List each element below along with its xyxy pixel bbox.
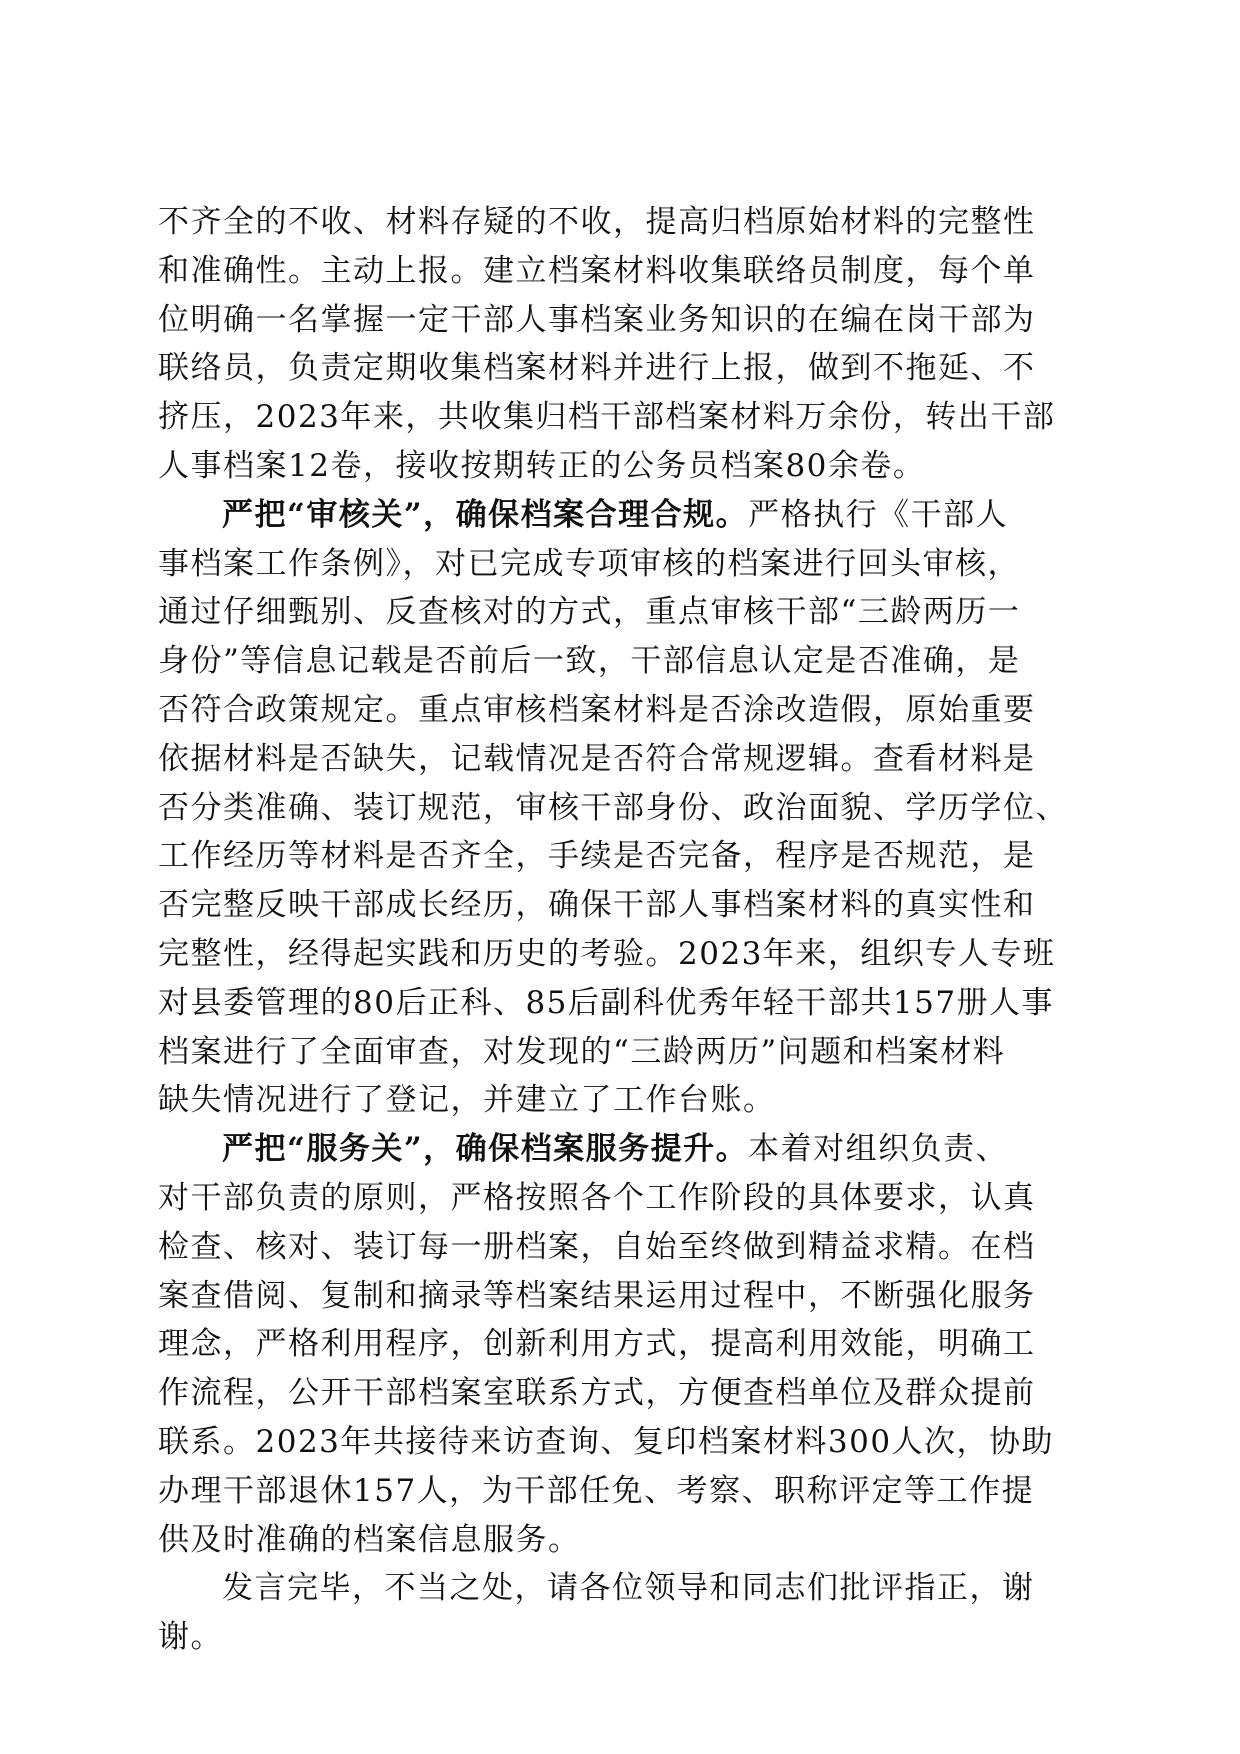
text-line: 挤压，2023年来，共收集归档干部档案材料万余份，转出干部 <box>158 399 1056 436</box>
section-heading-audit: 严把“审核关”，确保档案合理合规。 <box>222 496 749 533</box>
document-page <box>158 198 1080 1662</box>
text-line: 检查、核对、装订每一册档案，自始至终做到精益求精。在档 <box>158 1228 1036 1265</box>
text-line <box>158 491 1080 540</box>
text-line: 缺失情况进行了登记，并建立了工作台账。 <box>158 1082 776 1119</box>
text-line: 对县委管理的80后正科、85后副科优秀年轻干部共157册人事 <box>158 984 1055 1021</box>
paragraph-closing <box>158 1564 1080 1662</box>
text-line: 完整性，经得起实践和历史的考验。2023年来，组织专人专班 <box>158 935 1056 972</box>
text-line <box>158 1125 1080 1174</box>
text-line: 依据材料是否缺失，记载情况是否符合常规逻辑。查看材料是 <box>158 740 1036 777</box>
text-line: 人事档案12卷，接收按期转正的公务员档案80余卷。 <box>158 447 926 484</box>
text-line: 理念，严格利用程序，创新利用方式，提高利用效能，明确工 <box>158 1326 1036 1363</box>
text-run: 本着对组织负责、 <box>748 1131 1009 1168</box>
text-line: 通过仔细甄别、反查核对的方式，重点审核干部“三龄两历一 <box>158 594 1021 631</box>
text-line: 供及时准确的档案信息服务。 <box>158 1521 581 1558</box>
text-line: 联络员，负责定期收集档案材料并进行上报，做到不拖延、不 <box>158 350 1036 387</box>
text-line: 不齐全的不收、材料存疑的不收，提高归档原始材料的完整性 <box>158 204 1036 240</box>
text-line: 身份”等信息记载是否前后一致，干部信息认定是否准确，是 <box>158 643 1021 680</box>
text-run: 严格执行《干部人 <box>748 496 1009 533</box>
text-line: 事档案工作条例》，对已完成专项审核的档案进行回头审核， <box>158 545 1020 582</box>
text-line: 档案进行了全面审查，对发现的“三龄两历”问题和档案材料 <box>158 1033 1006 1070</box>
text-line: 否完整反映干部成长经历，确保干部人事档案材料的真实性和 <box>158 887 1036 924</box>
paragraph-audit <box>158 491 1080 1125</box>
text-line: 办理干部退休157人，为干部任免、考察、职称评定等工作提 <box>158 1472 1035 1509</box>
text-line: 案查借阅、复制和摘录等档案结果运用过程中，不断强化服务 <box>158 1277 1036 1314</box>
text-line: 工作经历等材料是否齐全，手续是否完备，程序是否规范，是 <box>158 838 1036 875</box>
text-line: 联系。2023年共接待来访查询、复印档案材料300人次，协助 <box>158 1423 1055 1460</box>
text-line: 发言完毕，不当之处，请各位领导和同志们批评指正，谢 <box>222 1570 1035 1607</box>
paragraph-archive-collection <box>158 198 1080 491</box>
text-line: 否符合政策规定。重点审核档案材料是否涂改造假，原始重要 <box>158 691 1036 728</box>
text-line: 位明确一名掌握一定干部人事档案业务知识的在编在岗干部为 <box>158 301 1036 338</box>
section-heading-service: 严把“服务关”，确保档案服务提升。 <box>222 1131 749 1168</box>
text-line: 谢。 <box>158 1619 223 1656</box>
text-line: 否分类准确、装订规范，审核干部身份、政治面貌、学历学位、 <box>158 789 1068 826</box>
text-line: 作流程，公开干部档案室联系方式，方便查档单位及群众提前 <box>158 1375 1036 1412</box>
text-line: 和准确性。主动上报。建立档案材料收集联络员制度，每个单 <box>158 252 1036 289</box>
paragraph-service <box>158 1125 1080 1564</box>
text-line: 对干部负责的原则，严格按照各个工作阶段的具体要求，认真 <box>158 1179 1036 1216</box>
